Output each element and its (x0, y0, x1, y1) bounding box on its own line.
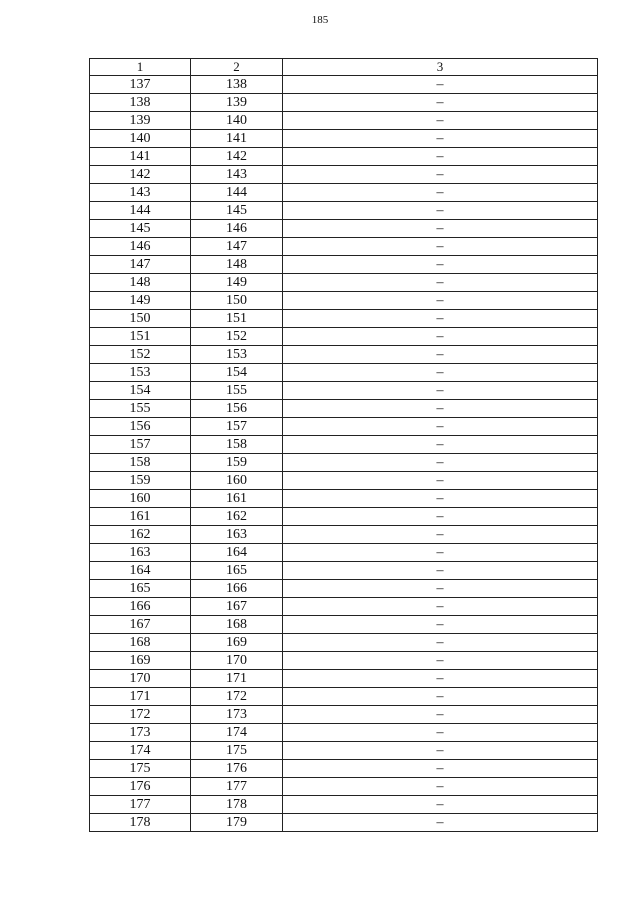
table-cell-col-1: 149 (90, 292, 191, 310)
table-cell-col-3: – (283, 778, 598, 796)
table-cell-col-3: – (283, 130, 598, 148)
table-cell-col-1: 153 (90, 364, 191, 382)
table-cell-col-1: 137 (90, 76, 191, 94)
table-cell-col-3: – (283, 112, 598, 130)
table-cell-col-1: 159 (90, 472, 191, 490)
table-cell-col-3: – (283, 634, 598, 652)
table-cell-col-3: – (283, 274, 598, 292)
table-cell-col-2: 139 (191, 94, 283, 112)
table-cell-col-1: 169 (90, 652, 191, 670)
table-cell-col-1: 138 (90, 94, 191, 112)
table-cell-col-2: 159 (191, 454, 283, 472)
table-cell-col-1: 148 (90, 274, 191, 292)
table-cell-col-1: 142 (90, 166, 191, 184)
column-header-2: 2 (191, 59, 283, 76)
table-row (90, 148, 598, 166)
table-cell-col-3: – (283, 652, 598, 670)
table-row (90, 94, 598, 112)
table-row (90, 472, 598, 490)
table-row (90, 202, 598, 220)
table-body (90, 76, 598, 832)
table-row (90, 292, 598, 310)
table-cell-col-1: 174 (90, 742, 191, 760)
table-cell-col-3: – (283, 238, 598, 256)
table-row (90, 364, 598, 382)
table-cell-col-1: 168 (90, 634, 191, 652)
table-cell-col-2: 156 (191, 400, 283, 418)
table-cell-col-2: 163 (191, 526, 283, 544)
table-cell-col-1: 165 (90, 580, 191, 598)
table-row (90, 796, 598, 814)
table-cell-col-1: 143 (90, 184, 191, 202)
table-cell-col-1: 171 (90, 688, 191, 706)
table-row (90, 598, 598, 616)
table-cell-col-2: 166 (191, 580, 283, 598)
table-cell-col-2: 157 (191, 418, 283, 436)
table-cell-col-2: 143 (191, 166, 283, 184)
table-cell-col-2: 145 (191, 202, 283, 220)
table-row (90, 382, 598, 400)
table-cell-col-1: 177 (90, 796, 191, 814)
table-cell-col-3: – (283, 526, 598, 544)
table-cell-col-1: 178 (90, 814, 191, 832)
table-cell-col-1: 139 (90, 112, 191, 130)
table-cell-col-2: 173 (191, 706, 283, 724)
table-cell-col-3: – (283, 310, 598, 328)
table-cell-col-1: 152 (90, 346, 191, 364)
table-cell-col-2: 162 (191, 508, 283, 526)
table-row (90, 814, 598, 832)
table-cell-col-3: – (283, 184, 598, 202)
table-cell-col-3: – (283, 724, 598, 742)
table-row (90, 634, 598, 652)
table-row (90, 238, 598, 256)
column-header-1: 1 (90, 59, 191, 76)
table-cell-col-2: 152 (191, 328, 283, 346)
table-header (90, 59, 598, 76)
table-cell-col-3: – (283, 508, 598, 526)
table-cell-col-1: 176 (90, 778, 191, 796)
table-row (90, 418, 598, 436)
table-cell-col-3: – (283, 436, 598, 454)
table-cell-col-3: – (283, 796, 598, 814)
table-row (90, 652, 598, 670)
table-cell-col-2: 140 (191, 112, 283, 130)
table-row (90, 256, 598, 274)
table-row (90, 436, 598, 454)
table-cell-col-3: – (283, 256, 598, 274)
header-row (90, 59, 598, 76)
table-cell-col-2: 169 (191, 634, 283, 652)
table-row (90, 310, 598, 328)
table-cell-col-2: 148 (191, 256, 283, 274)
table-cell-col-2: 141 (191, 130, 283, 148)
table-row (90, 670, 598, 688)
table-row (90, 688, 598, 706)
table-cell-col-1: 161 (90, 508, 191, 526)
table-cell-col-3: – (283, 148, 598, 166)
table-cell-col-1: 166 (90, 598, 191, 616)
table-cell-col-2: 168 (191, 616, 283, 634)
table-cell-col-2: 176 (191, 760, 283, 778)
table-cell-col-3: – (283, 220, 598, 238)
table-cell-col-3: – (283, 814, 598, 832)
table-cell-col-1: 144 (90, 202, 191, 220)
table-cell-col-1: 167 (90, 616, 191, 634)
table-cell-col-1: 160 (90, 490, 191, 508)
table-cell-col-2: 172 (191, 688, 283, 706)
table-cell-col-3: – (283, 670, 598, 688)
table-cell-col-2: 151 (191, 310, 283, 328)
table-cell-col-1: 145 (90, 220, 191, 238)
table-row (90, 778, 598, 796)
table-cell-col-3: – (283, 76, 598, 94)
table-cell-col-3: – (283, 562, 598, 580)
table-cell-col-2: 144 (191, 184, 283, 202)
table-cell-col-2: 160 (191, 472, 283, 490)
table-cell-col-2: 147 (191, 238, 283, 256)
table-cell-col-2: 170 (191, 652, 283, 670)
table-row (90, 616, 598, 634)
table-cell-col-1: 170 (90, 670, 191, 688)
table-cell-col-2: 161 (191, 490, 283, 508)
table-cell-col-1: 162 (90, 526, 191, 544)
table-cell-col-2: 149 (191, 274, 283, 292)
table-cell-col-1: 156 (90, 418, 191, 436)
table-cell-col-3: – (283, 688, 598, 706)
table-cell-col-2: 138 (191, 76, 283, 94)
table-row (90, 130, 598, 148)
table-row (90, 274, 598, 292)
table-cell-col-1: 172 (90, 706, 191, 724)
table-row (90, 508, 598, 526)
table-cell-col-3: – (283, 364, 598, 382)
table-cell-col-3: – (283, 544, 598, 562)
table-cell-col-3: – (283, 454, 598, 472)
table-cell-col-1: 173 (90, 724, 191, 742)
table-cell-col-3: – (283, 706, 598, 724)
table-row (90, 220, 598, 238)
table-cell-col-1: 150 (90, 310, 191, 328)
table-cell-col-2: 177 (191, 778, 283, 796)
table-cell-col-2: 171 (191, 670, 283, 688)
table-cell-col-2: 174 (191, 724, 283, 742)
table-cell-col-1: 155 (90, 400, 191, 418)
table-cell-col-2: 146 (191, 220, 283, 238)
table-cell-col-3: – (283, 94, 598, 112)
table-row (90, 328, 598, 346)
table-cell-col-3: – (283, 418, 598, 436)
table-cell-col-2: 164 (191, 544, 283, 562)
table-cell-col-3: – (283, 292, 598, 310)
table-cell-col-3: – (283, 760, 598, 778)
table-cell-col-2: 165 (191, 562, 283, 580)
table-cell-col-2: 150 (191, 292, 283, 310)
table-cell-col-1: 175 (90, 760, 191, 778)
data-table (89, 58, 598, 832)
table-row (90, 112, 598, 130)
table-cell-col-2: 175 (191, 742, 283, 760)
table-row (90, 76, 598, 94)
table-row (90, 490, 598, 508)
table-row (90, 184, 598, 202)
table-cell-col-3: – (283, 202, 598, 220)
table-cell-col-3: – (283, 742, 598, 760)
table-row (90, 562, 598, 580)
table-row (90, 706, 598, 724)
table-row (90, 526, 598, 544)
table-cell-col-3: – (283, 166, 598, 184)
table-row (90, 400, 598, 418)
table-cell-col-1: 146 (90, 238, 191, 256)
table-cell-col-3: – (283, 616, 598, 634)
page-number: 185 (311, 14, 329, 26)
table-cell-col-2: 179 (191, 814, 283, 832)
table-cell-col-2: 154 (191, 364, 283, 382)
table-cell-col-2: 153 (191, 346, 283, 364)
table-cell-col-2: 178 (191, 796, 283, 814)
table-cell-col-1: 164 (90, 562, 191, 580)
column-header-3: 3 (283, 59, 598, 76)
table-row (90, 346, 598, 364)
table-cell-col-3: – (283, 580, 598, 598)
table-cell-col-1: 140 (90, 130, 191, 148)
table-row (90, 760, 598, 778)
table-row (90, 724, 598, 742)
table-cell-col-2: 155 (191, 382, 283, 400)
table-row (90, 166, 598, 184)
table-cell-col-3: – (283, 328, 598, 346)
table-row (90, 742, 598, 760)
table-cell-col-1: 158 (90, 454, 191, 472)
table-cell-col-1: 157 (90, 436, 191, 454)
table-cell-col-3: – (283, 490, 598, 508)
table-cell-col-1: 154 (90, 382, 191, 400)
table-cell-col-1: 151 (90, 328, 191, 346)
table-cell-col-1: 163 (90, 544, 191, 562)
table-cell-col-3: – (283, 598, 598, 616)
table-cell-col-2: 167 (191, 598, 283, 616)
table-cell-col-3: – (283, 382, 598, 400)
table-cell-col-3: – (283, 472, 598, 490)
table-cell-col-3: – (283, 400, 598, 418)
table-row (90, 454, 598, 472)
table-cell-col-2: 158 (191, 436, 283, 454)
table-cell-col-3: – (283, 346, 598, 364)
table-cell-col-2: 142 (191, 148, 283, 166)
table-cell-col-1: 147 (90, 256, 191, 274)
table-row (90, 580, 598, 598)
table-cell-col-1: 141 (90, 148, 191, 166)
table-row (90, 544, 598, 562)
